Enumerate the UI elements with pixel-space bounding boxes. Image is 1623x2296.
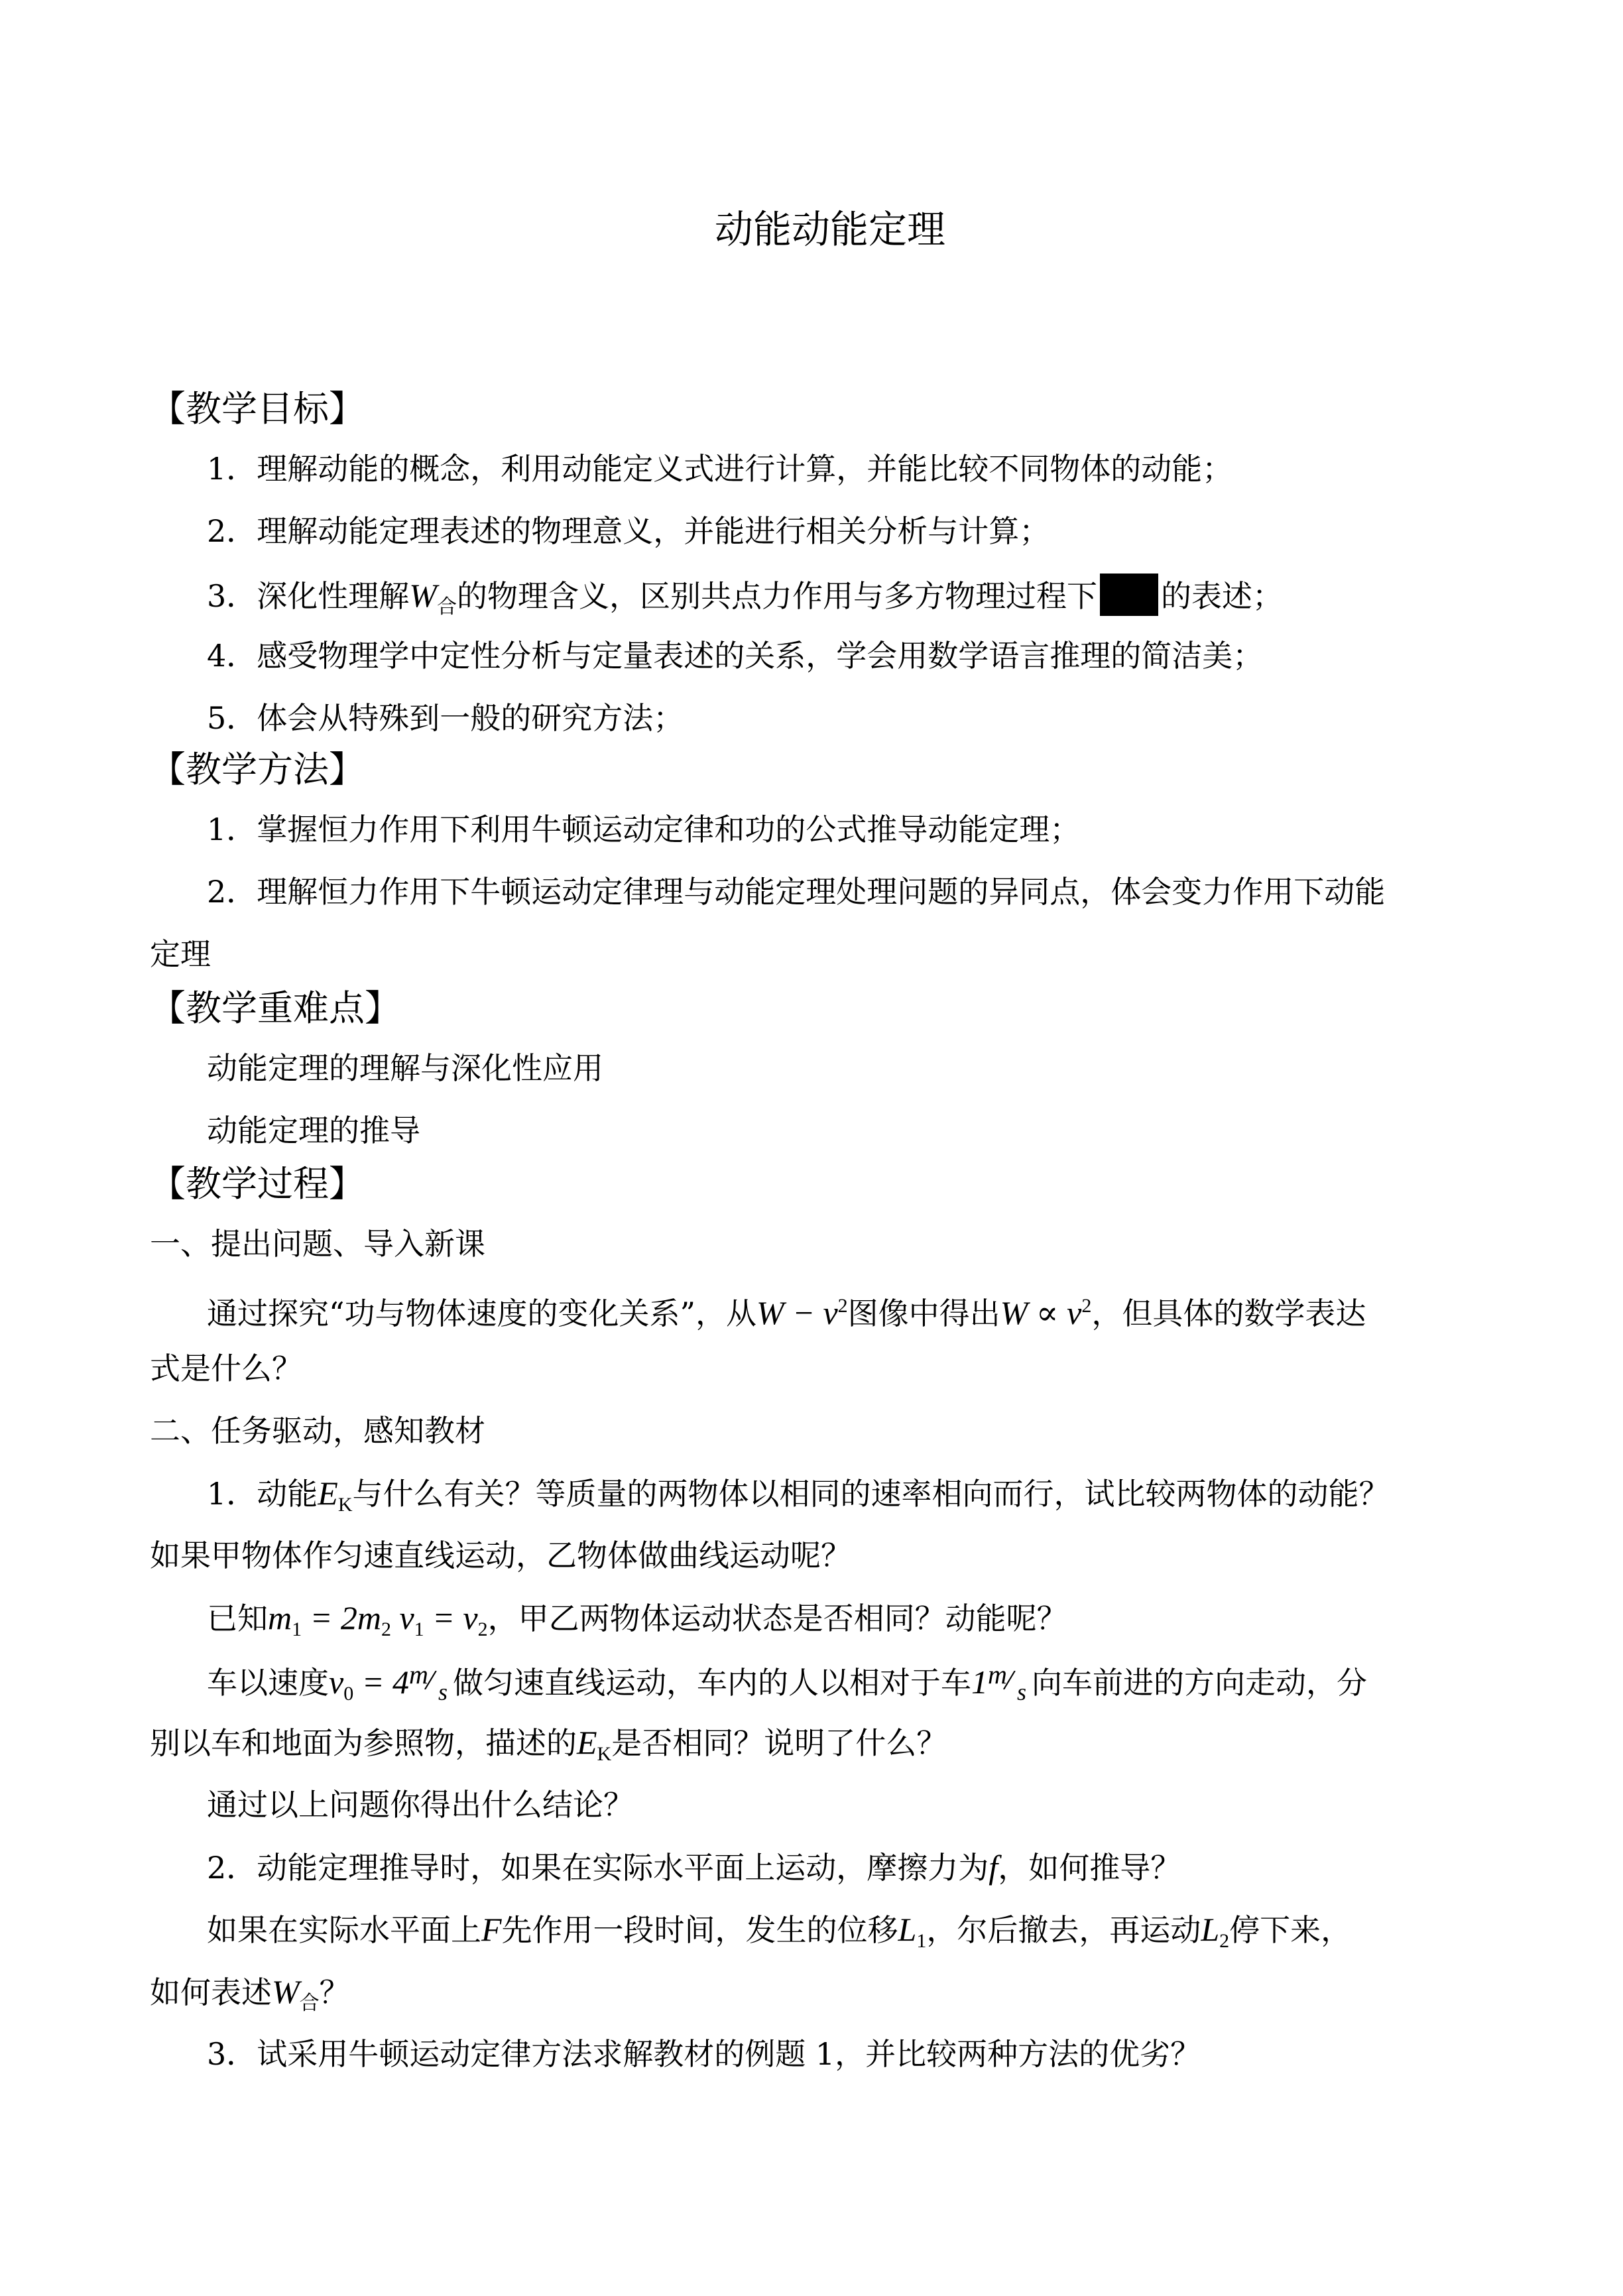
- formula-one: 1: [971, 1663, 988, 1701]
- formula-w-prop-v2: $W \propto v^2$: [1000, 1294, 1092, 1331]
- formula-w-he-2: $W_合$: [272, 1973, 320, 2014]
- question-3: 3．试采用牛顿运动定律方法求解教材的例题 1，并比较两种方法的优劣？: [207, 2036, 1201, 2072]
- formula-F: F: [481, 1911, 502, 1948]
- question-2-detail: 如果在实际水平面上F先作用一段时间，发生的位移$L_1$，尔后撤去，再运动$L_2$停下来，: [207, 1911, 1352, 1952]
- method-item-2-cont: 定理: [150, 936, 211, 972]
- redaction-box: [1100, 574, 1158, 616]
- formula-w-he: $W_合$: [409, 577, 457, 618]
- document-title: 动能动能定理: [715, 207, 946, 252]
- goal-item-5: 5．体会从特殊到一般的研究方法；: [207, 700, 684, 736]
- unit-m-per-s: m / s: [408, 1660, 448, 1705]
- goal-item-3-part-c: 的表述；: [1160, 578, 1283, 614]
- formula-w-minus-v2: $W - v^2$: [756, 1294, 848, 1331]
- question-1-given: 已知$m_1 = 2m_2$ $v_1 = v_2$，甲乙两物体运动状态是否相同？动能呢？: [207, 1599, 1067, 1640]
- process-part1-text-cont: 式是什么？: [150, 1351, 302, 1386]
- formula-L2: $L_2$: [1201, 1911, 1230, 1952]
- keypoint-item-1: 动能定理的理解与深化性应用: [207, 1050, 603, 1086]
- method-item-1: 1．掌握恒力作用下利用牛顿运动定律和功的公式推导动能定理；: [207, 812, 1081, 847]
- question-2-detail-cont: 如何表述$W_合$？: [150, 1973, 350, 2014]
- goal-item-3-part-b: 的物理含义，区别共点力作用与多方物理过程下: [456, 578, 1097, 614]
- goal-item-2: 2．理解动能定理表述的物理意义，并能进行相关分析与计算；: [207, 513, 1050, 549]
- goal-item-1: 1．理解动能的概念，利用动能定义式进行计算，并能比较不同物体的动能；: [207, 451, 1233, 487]
- goal-item-4: 4．感受物理学中定性分析与定量表述的关系，学会用数学语言推理的简洁美；: [207, 638, 1264, 674]
- section-heading-process: 【教学过程】: [150, 1163, 365, 1205]
- section-heading-goals: 【教学目标】: [150, 388, 365, 430]
- process-part2-title: 二、任务驱动，感知教材: [150, 1413, 485, 1449]
- question-2: 2．动能定理推导时，如果在实际水平面上运动，摩擦力为f，如何推导？: [207, 1848, 1181, 1886]
- section-heading-methods: 【教学方法】: [150, 749, 365, 790]
- formula-ek: $E_K$: [318, 1475, 353, 1516]
- question-1: 1．动能$E_K$与什么有关？等质量的两物体以相同的速率相向而行，试比较两物体的动能？: [207, 1475, 1390, 1516]
- formula-L1: $L_1$: [898, 1911, 927, 1952]
- goal-item-3: [207, 574, 1283, 627]
- section-heading-keypoints: 【教学重难点】: [150, 987, 400, 1029]
- question-1-car: 车以速度$v_0 = 4$ m / s 做匀速直线运动，车内的人以相对于车1 m / s 向车前进的方向走动，分: [207, 1660, 1367, 1705]
- process-part1-text: 通过探究“功与物体速度的变化关系”，从$W - v^2$图像中得出$W \propto v^2$，但具体的数学表达: [207, 1294, 1366, 1331]
- formula-f: f: [989, 1848, 998, 1886]
- formula-ek-2: $E_K$: [577, 1724, 612, 1765]
- question-1-conclusion: 通过以上问题你得出什么结论？: [207, 1787, 634, 1823]
- question-1-car-cont: 别以车和地面为参照物，描述的$E_K$是否相同？说明了什么？: [150, 1724, 947, 1765]
- keypoint-item-2: 动能定理的推导: [207, 1113, 420, 1148]
- goal-item-3-part-a: 3．深化性理解: [207, 578, 410, 614]
- process-part1-title: 一、提出问题、导入新课: [150, 1226, 485, 1262]
- formula-m1-v1: $m_1 = 2m_2$ $v_1 = v_2$: [268, 1599, 488, 1640]
- unit-m-per-s-2: m / s: [987, 1660, 1026, 1705]
- formula-v0: $v_0 = 4$: [329, 1663, 409, 1705]
- method-item-2: 2．理解恒力作用下牛顿运动定律理与动能定理处理问题的异同点，体会变力作用下动能: [207, 874, 1386, 910]
- question-1-cont: 如果甲物体作匀速直线运动，乙物体做曲线运动呢？: [150, 1538, 851, 1573]
